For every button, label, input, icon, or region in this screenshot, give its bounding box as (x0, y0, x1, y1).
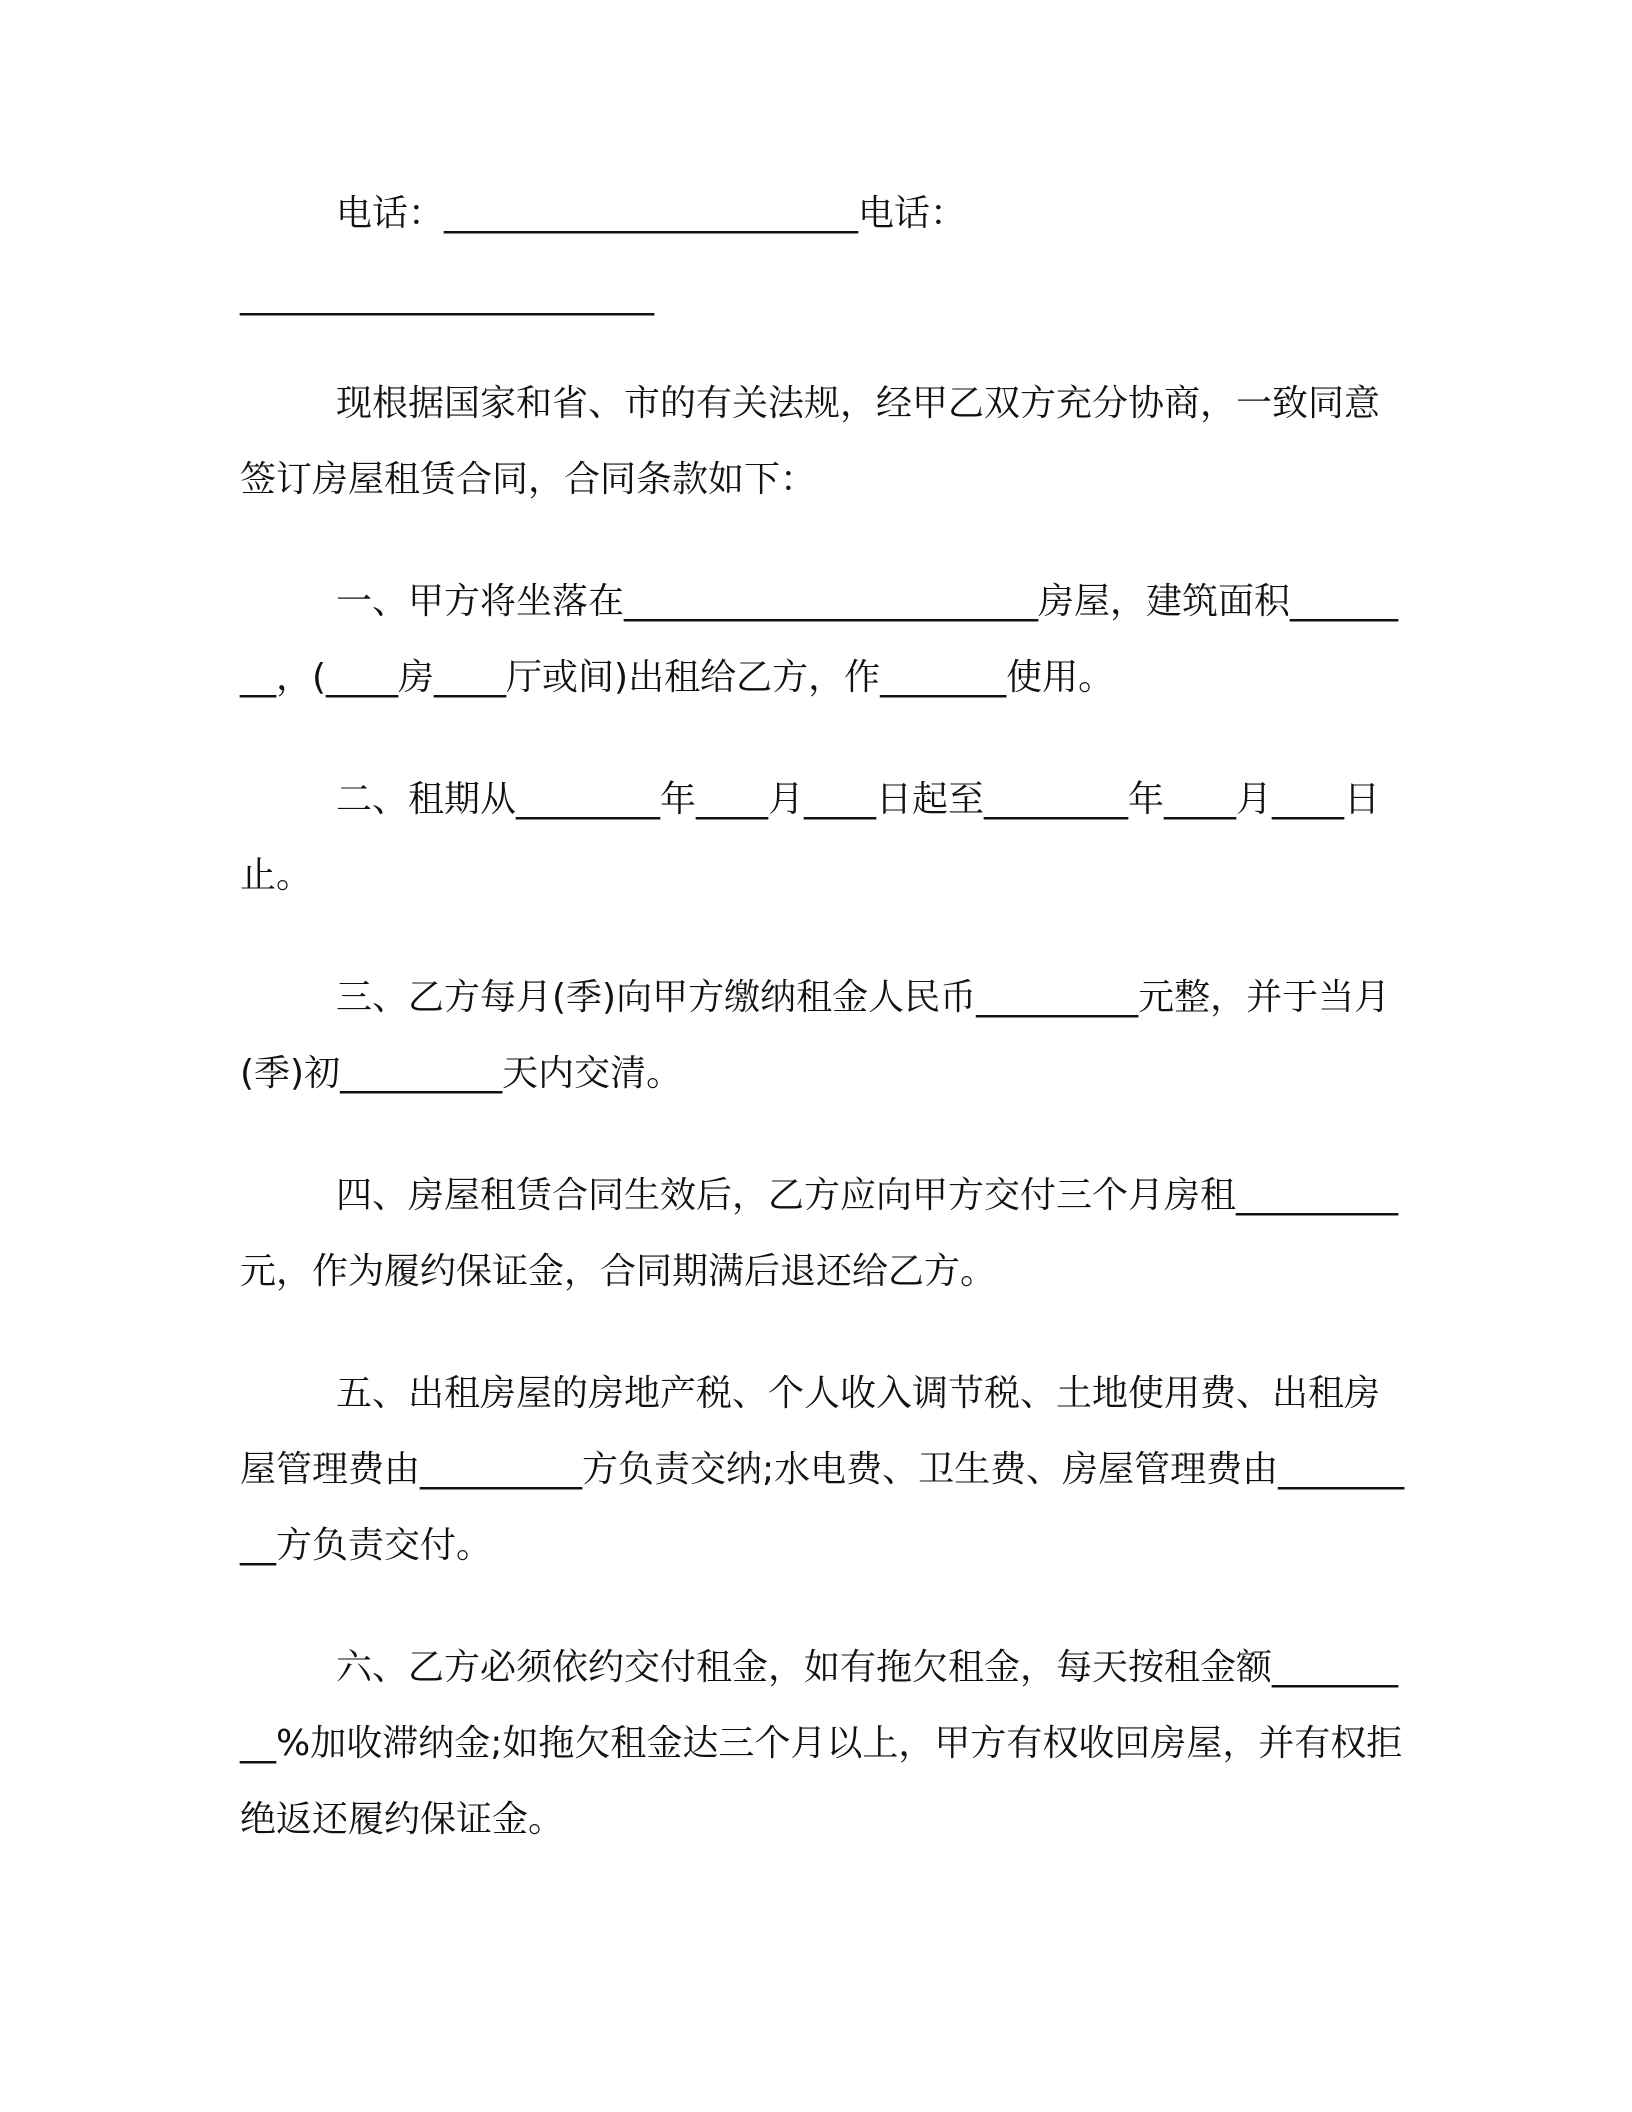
preamble-paragraph: 现根据国家和省、市的有关法规，经甲乙双方充分协商，一致同意签订房屋租赁合同，合同条款如下： (240, 383, 1381, 500)
clause-4-paragraph: 四、房屋租赁合同生效后，乙方应向甲方交付三个月房租_________元，作为履约保证金，合同期满后退还给乙方。 (240, 1175, 1399, 1292)
clause-2-paragraph: 二、租期从________年____月____日起至________年____月____日止。 (240, 779, 1381, 896)
phone-line (240, 186, 1408, 242)
clause-1-paragraph: 一、甲方将坐落在_______________________房屋，建筑面积________，(____房____厅或间)出租给乙方，作_______使用。 (240, 581, 1399, 698)
phone-line-continuation: _______________________ (240, 275, 654, 316)
contract-body (240, 186, 1408, 1894)
clause-5-paragraph: 五、出租房屋的房地产税、个人收入调节税、土地使用费、出租房屋管理费由_________方负责交纳;水电费、卫生费、房屋管理费由_________方负责交付。 (240, 1373, 1405, 1566)
clause-6-paragraph: 六、乙方必须依约交付租金，如有拖欠租金，每天按租金额_________%加收滞纳金;如拖欠租金达三个月以上，甲方有权收回房屋，并有权拒绝返还履约保证金。 (240, 1647, 1403, 1840)
phone-line-text: 电话：_______________________电话： (336, 193, 967, 234)
clause-3-paragraph: 三、乙方每月(季)向甲方缴纳租金人民币_________元整，并于当月(季)初_________天内交清。 (240, 977, 1391, 1094)
